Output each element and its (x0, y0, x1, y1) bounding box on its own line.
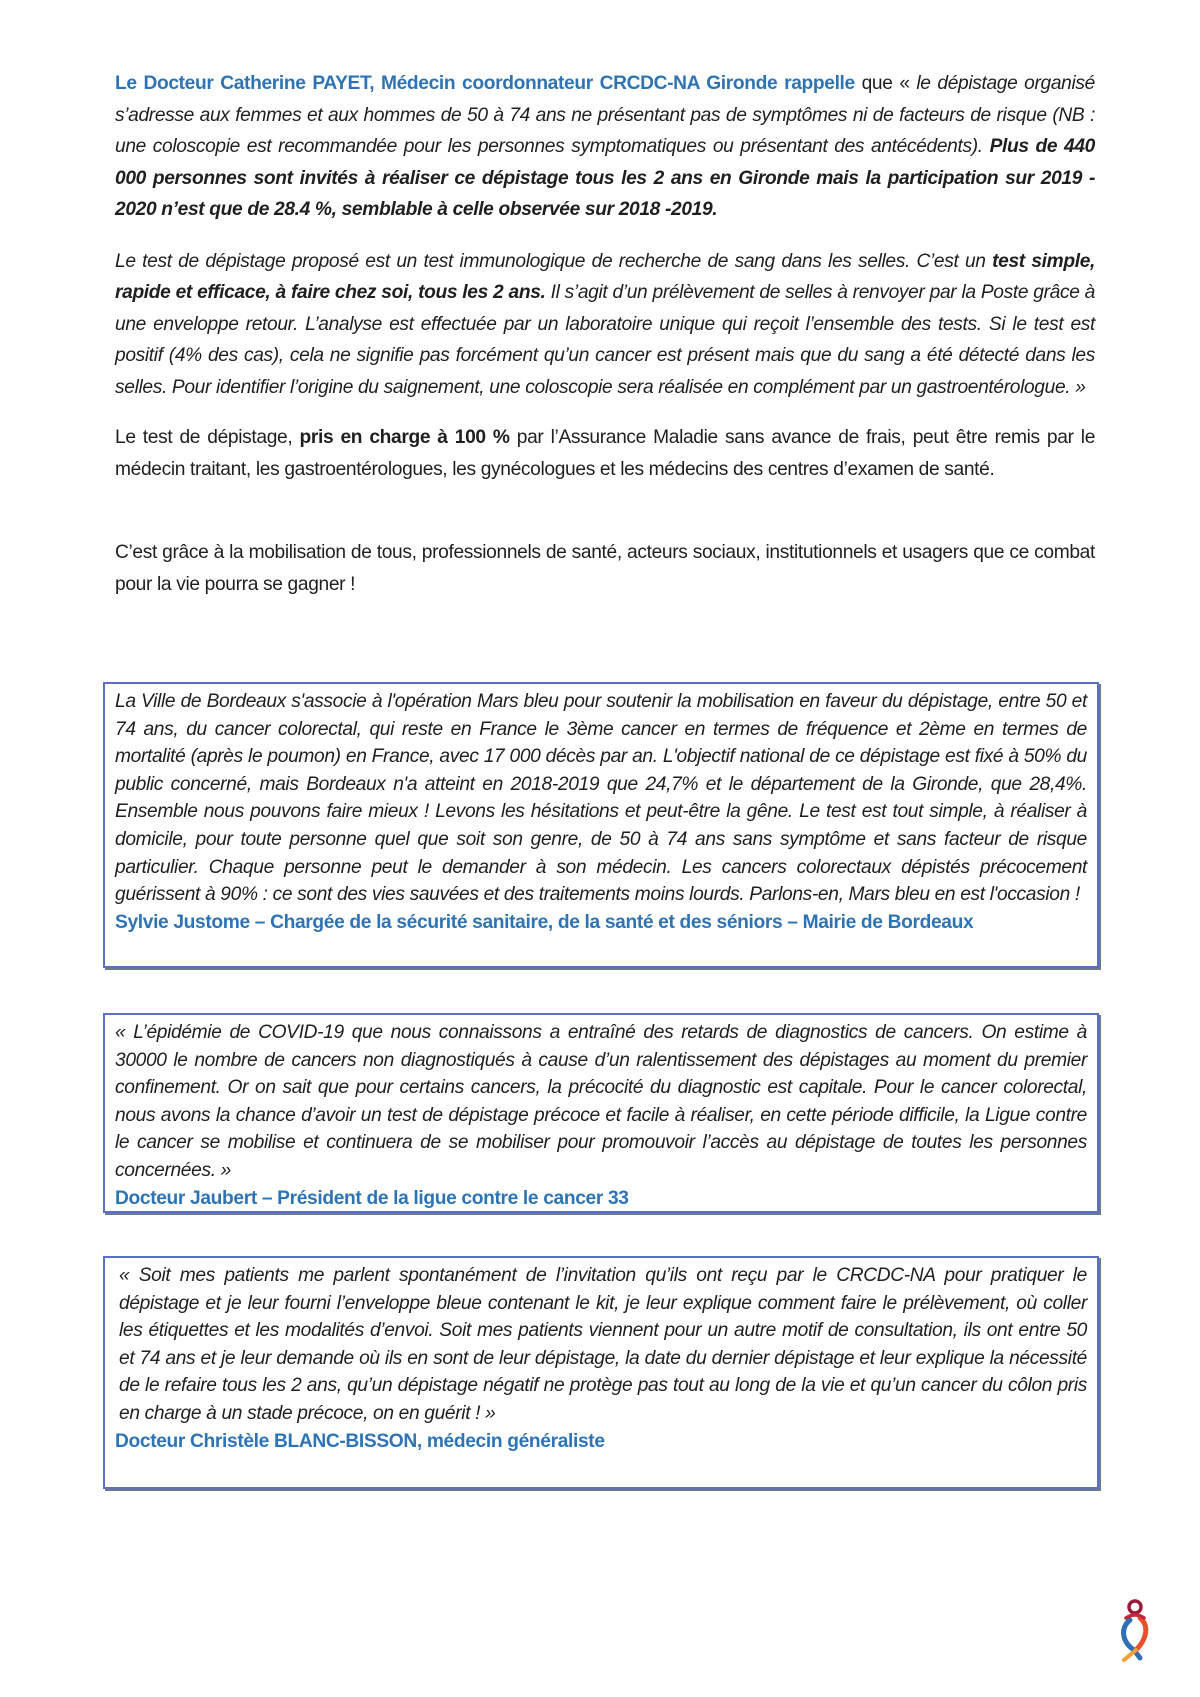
quote-text: La Ville de Bordeaux s'associe à l'opération Mars bleu pour soutenir la mobilisation en faveur du dépistage, entre 50 et 74 ans, du cancer colorectal, qui reste en France le 3ème cancer en termes de fréquence et 2ème en termes de mortalité (après le poumon) en France, avec 17 000 décès par an. L'objectif national de ce dépistage est fixé à 50% du public concerné, mais Bordeaux n'a atteint en 2018-2019 que 24,7% et le département de la Gironde, que 28,4%. Ensemble nous pouvons faire mieux ! Levons les hésitations et peut-être la gêne. Le test est tout simple, à réaliser à domicile, pour toute personne quel que soit son genre, de 50 à 74 ans sans symptôme et sans facteur de risque particulier. Chaque personne peut le demander à son médecin. Les cancers colorectaux dépistés précocement guérissent à 90% : ce sont des vies sauvées et des traitements moins lourds. Parlons-en, Mars bleu en est l'occasion ! (115, 691, 1087, 906)
test-text-2: Il s’agit d’un prélèvement de selles à renvoyer par la Poste grâce à une enveloppe retour. L’analyse est effectuée par un laboratoire unique qui reçoit l’ensemble des tests. Si le test est positif (4% des cas), cela ne signifie pas forcément qu’un cancer est présent mais que du sang a été détecté dans les selles. Pour identifier l’origine du saignement, une coloscopie sera réalisée en complément par un gastroentérologue. » (115, 282, 1095, 398)
logo-ribbon-orange (1124, 1650, 1136, 1660)
quote-box-generaliste (103, 1256, 1099, 1489)
coverage-emphasis: pris en charge à 100 % (299, 427, 510, 448)
coverage-text-1: Le test de dépistage, (115, 427, 300, 448)
intro-connector: que « (854, 73, 917, 94)
logo-shoulders (1126, 1615, 1144, 1618)
quote-signature: Docteur Jaubert – Président de la ligue contre le cancer 33 (115, 1187, 629, 1209)
intro-quote: le dépistage organisé s’adresse aux femmes et aux hommes de 50 à 74 ans ne présentant pas de symptômes ni de facteurs de risque (NB : une coloscopie est recommandée pour les personnes symptomatiques ou présentant des antécédents). (115, 73, 1095, 157)
quote-text: « L’épidémie de COVID-19 que nous connaissons a entraîné des retards de diagnostics de cancers. On estime à 30000 le nombre de cancers non diagnostiqués à cause d’un ralentissement des dépistages au moment du premier confinement. Or on sait que pour certains cancers, la précocité du diagnostic est capitale. Pour le cancer colorectal, nous avons la chance d’avoir un test de dépistage précoce et facile à réaliser, en cette période difficile, la Ligue contre le cancer se mobilise et continuera de se mobiliser pour promouvoir l’accès au dépistage de toutes les personnes concernées. » (115, 1022, 1087, 1181)
quote-box-bordeaux (103, 682, 1099, 968)
quote-signature: Docteur Christèle BLANC-BISSON, médecin généraliste (115, 1430, 605, 1452)
logo-ribbon-red (1136, 1618, 1146, 1650)
speaker-name: Le Docteur Catherine PAYET, Médecin coordonnateur CRCDC-NA Gironde rappelle (115, 73, 855, 94)
quote-signature: Sylvie Justome – Chargée de la sécurité sanitaire, de la santé et des séniors – Mairie de Bordeaux (115, 911, 974, 933)
intro-quote-emphasis: Plus de 440 000 personnes sont invités à réaliser ce dépistage tous les 2 ans en Gironde mais la participation sur 2019 - 2020 n’est que de 28.4 %, semblable à celle observée sur 2018 -2019. (115, 136, 1095, 220)
test-paragraph (115, 246, 1095, 404)
intro-paragraph (115, 68, 1095, 226)
coverage-text-2: par l’Assurance Maladie sans avance de frais, peut être remis par le médecin traitant, les gastroentérologues, les gynécologues et les médecins des centres d’examen de santé. (115, 427, 1096, 480)
ribbon-figure-icon (1118, 1598, 1154, 1664)
coverage-paragraph (115, 422, 1095, 485)
mobilisation-paragraph: C’est grâce à la mobilisation de tous, professionnels de santé, acteurs sociaux, institutionnels et usagers que ce combat pour la vie pourra se gagner ! (115, 542, 1095, 595)
test-emphasis: test simple, rapide et efficace, à faire chez soi, tous les 2 ans. (115, 250, 1095, 303)
quote-box-ligue (103, 1013, 1099, 1213)
document-body (115, 68, 1095, 621)
test-text-1: Le test de dépistage proposé est un test immunologique de recherche de sang dans les selles. C’est un (115, 250, 993, 272)
quote-text: « Soit mes patients me parlent spontanément de l’invitation qu’ils ont reçu par le CRCDC-NA pour pratiquer le dépistage et je leur fourni l’enveloppe bleue contenant le kit, je leur explique comment faire le prélèvement, où coller les étiquettes et les modalités d’envoi. Soit mes patients viennent pour un autre motif de consultation, ils ont entre 50 et 74 ans et je leur demande où ils en sont de leur dépistage, la date du dernier dépistage et leur explique la nécessité de le refaire tous les 2 ans, qu’un dépistage négatif ne protège pas tout au long de la vie et qu’un cancer du côlon pris en charge à un stade précoce, on en guérit ! » (119, 1265, 1087, 1424)
logo-head (1129, 1601, 1141, 1613)
